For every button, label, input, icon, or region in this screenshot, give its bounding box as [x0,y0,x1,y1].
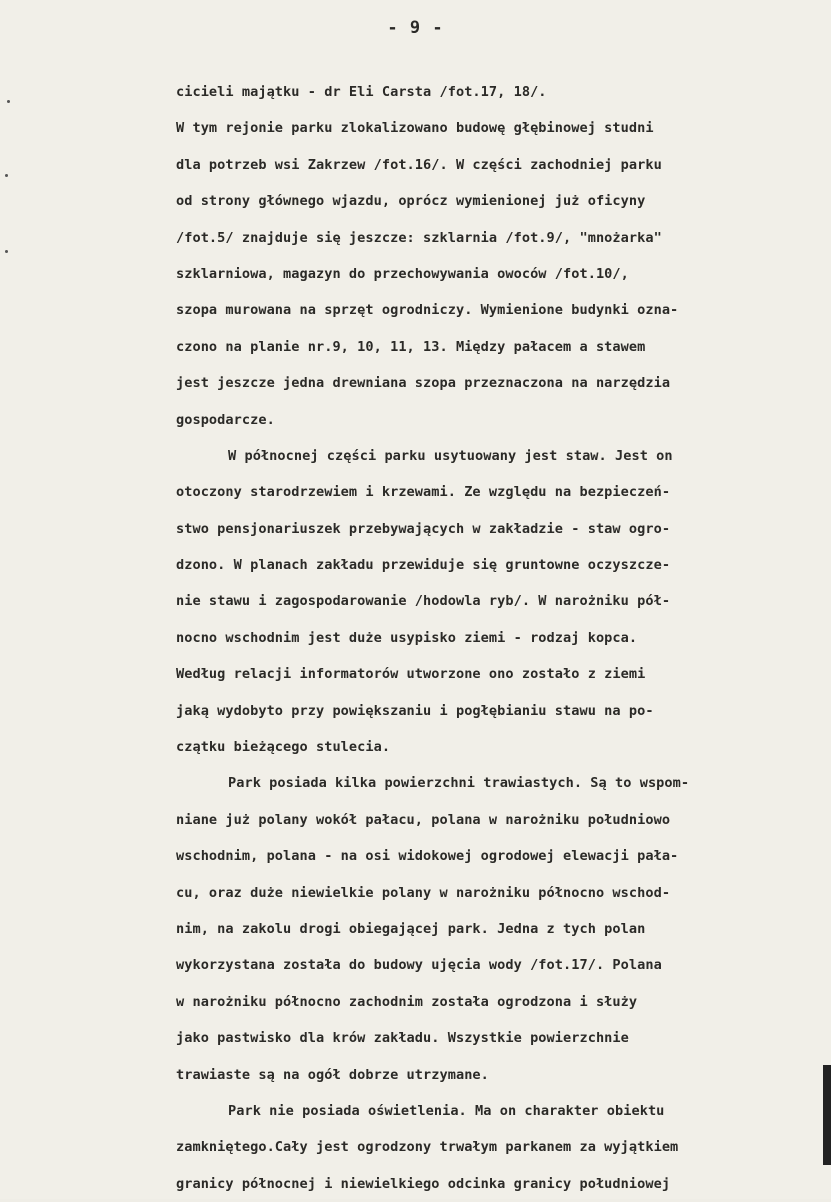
text-line: trawiaste są na ogół dobrze utrzymane. [176,1066,489,1083]
paragraph-first-line: Park posiada kilka powierzchni trawiastych. Są to wspom- [228,775,690,792]
document-body [176,74,821,1202]
text-line: nim, na zakolu drogi obiegającej park. Jedna z tych polan [176,920,646,937]
text-line: wschodnim, polana - na osi widokowej ogrodowej elewacji pała- [176,848,679,865]
text-line: granicy północnej i niewielkiego odcinka granicy południowej [176,1175,671,1192]
text-line: nocno wschodnim jest duże usypisko ziemi - rodzaj kopca. [176,629,638,646]
margin-mark [5,174,8,177]
text-line: szopa murowana na sprzęt ogrodniczy. Wymienione budynki ozna- [176,302,679,319]
text-line: zamkniętego.Cały jest ogrodzony trwałym parkanem za wyjątkiem [176,1139,679,1156]
text-line: jest jeszcze jedna drewniana szopa przeznaczona na narzędzia [176,375,671,392]
text-line: stwo pensjonariuszek przebywających w zakładzie - staw ogro- [176,520,671,537]
text-line: dzono. W planach zakładu przewiduje się gruntowne oczyszcze- [176,557,671,574]
page-number: - 9 - [387,18,444,38]
text-line: wykorzystana została do budowy ujęcia wody /fot.17/. Polana [176,957,662,974]
text-line: cu, oraz duże niewielkie polany w narożniku północno wschod- [176,884,671,901]
text-line: szklarniowa, magazyn do przechowywania owoców /fot.10/, [176,265,629,282]
text-line: nie stawu i zagospodarowanie /hodowla ryb/. W narożniku pół- [176,593,671,610]
text-line: W tym rejonie parku zlokalizowano budowę głębinowej studni [176,120,654,137]
text-line: niane już polany wokół pałacu, polana w narożniku południowo [176,811,671,828]
paragraph-first-line: W północnej części parku usytuowany jest staw. Jest on [228,447,673,464]
text-line: otoczony starodrzewiem i krzewami. Ze względu na bezpieczeń- [176,484,671,501]
text-line: jako pastwisko dla krów zakładu. Wszystkie powierzchnie [176,1030,629,1047]
text-line: w narożniku północno zachodnim została ogrodzona i służy [176,993,638,1010]
text-line: dla potrzeb wsi Zakrzew /fot.16/. W części zachodniej parku [176,156,662,173]
text-line: jaką wydobyto przy powiększaniu i pogłębianiu stawu na po- [176,702,654,719]
text-line: czątku bieżącego stulecia. [176,739,391,756]
text-line: cicieli majątku - dr Eli Carsta /fot.17, 18/. [176,84,547,100]
text-line: gospodarcze. [176,411,275,428]
text-line: od strony głównego wjazdu, oprócz wymienionej już oficyny [176,193,646,210]
text-line: Według relacji informatorów utworzone ono zostało z ziemi [176,666,646,683]
paragraph-first-line: Park nie posiada oświetlenia. Ma on charakter obiektu [228,1102,665,1119]
text-line: /fot.5/ znajduje się jeszcze: szklarnia /fot.9/, "mnożarka" [176,229,662,246]
margin-mark [7,100,10,103]
scan-edge-shadow [823,1065,831,1165]
text-line: czono na planie nr.9, 10, 11, 13. Między pałacem a stawem [176,338,646,355]
margin-mark [5,250,8,253]
